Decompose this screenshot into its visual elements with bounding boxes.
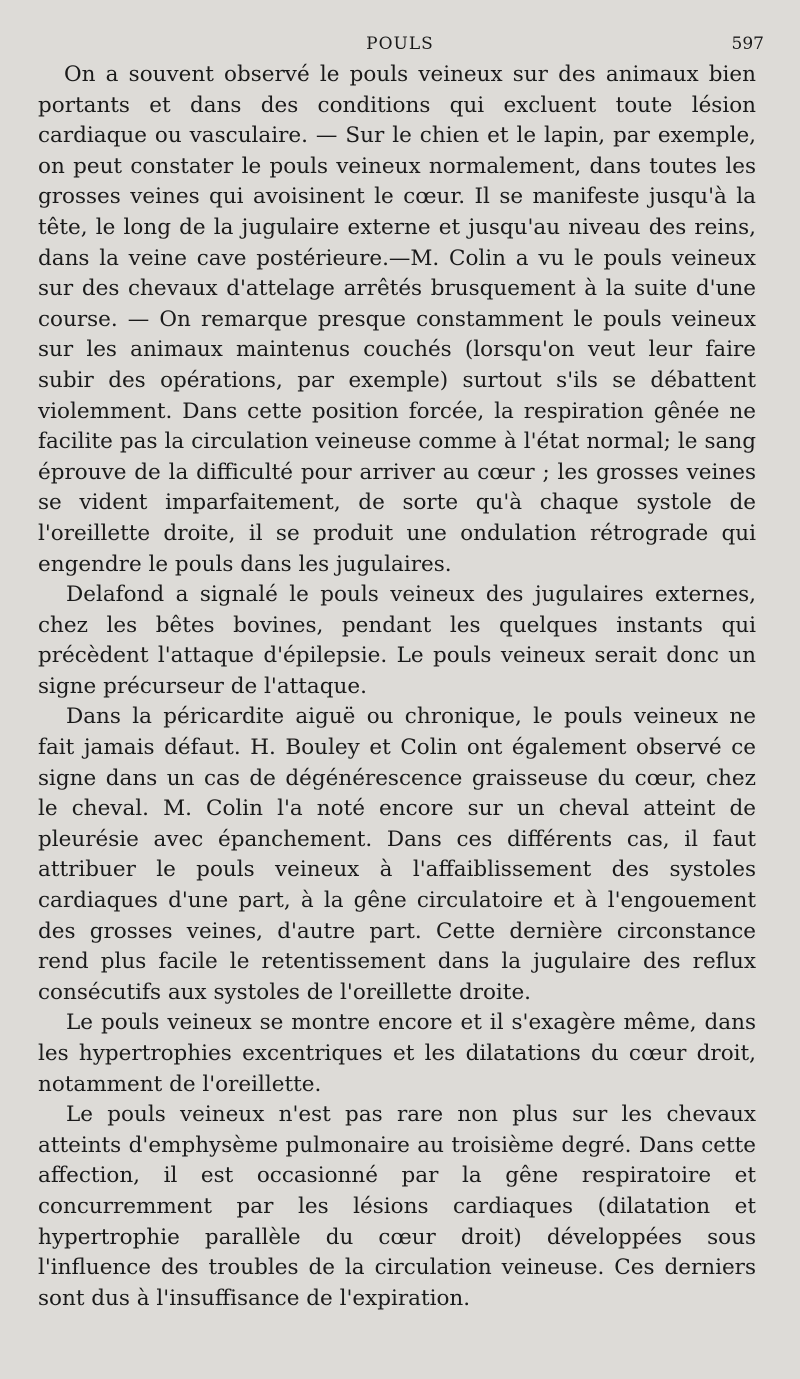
paragraph: Le pouls veineux se montre encore et il s'exagère même, dans les hypertrophies excentriques et les dilatations du cœur droit, notamment de l'oreillette. bbox=[38, 1010, 756, 1097]
running-head: POULS bbox=[366, 34, 434, 54]
paragraph: Le pouls veineux n'est pas rare non plus sur les chevaux atteints d'emphysème pulmonaire au troisième degré. Dans cette affection, il est occasionné par la gêne respiratoire et concurremment par les lésions cardiaques (dilatation et hypertrophie parallèle du cœur droit) développées sous l'influence des troubles de la circulation veineuse. Ces derniers sont dus à l'insuffisance de l'expiration. bbox=[38, 1102, 756, 1311]
paragraph: Delafond a signalé le pouls veineux des jugulaires externes, chez les bêtes bovines, pendant les quelques instants qui précèdent l'attaque d'épilepsie. Le pouls veineux serait donc un signe précurseur de l'attaque. bbox=[38, 582, 756, 699]
paragraph: Dans la péricardite aiguë ou chronique, le pouls veineux ne fait jamais défaut. H. Bouley et Colin ont également observé ce signe dans un cas de dégénérescence graisseuse du cœur, chez le cheval. M. Colin l'a noté encore sur un cheval atteint de pleurésie avec épanchement. Dans ces différents cas, il faut attribuer le pouls veineux à l'affaiblissement des systoles cardiaques d'une part, à la gêne circulatoire et à l'engouement des grosses veines, d'autre part. Cette dernière circonstance rend plus facile le retentissement dans la jugulaire des reflux consécutifs aux systoles de l'oreillette droite. bbox=[38, 704, 756, 1005]
body-text bbox=[38, 60, 756, 1314]
page-number: 597 bbox=[731, 34, 764, 54]
page-header bbox=[38, 28, 764, 60]
paragraph: On a souvent observé le pouls veineux sur des animaux bien portants et dans des conditions qui excluent toute lésion cardiaque ou vasculaire. — Sur le chien et le lapin, par exemple, on peut constater le pouls veineux normalement, dans toutes les grosses veines qui avoisinent le cœur. Il se manifeste jusqu'à la tête, le long de la jugulaire externe et jusqu'au niveau des reins, dans la veine cave postérieure.—M. Colin a vu le pouls veineux sur des chevaux d'attelage arrêtés brusquement à la suite d'une course. — On remarque presque constamment le pouls veineux sur les animaux maintenus couchés (lorsqu'on veut leur faire subir des opérations, par exemple) surtout s'ils se débattent violemment. Dans cette position forcée, la respiration gênée ne facilite pas la circulation veineuse comme à l'état normal; le sang éprouve de la difficulté pour arriver au cœur ; les grosses veines se vident imparfaitement, de sorte qu'à chaque systole de l'oreillette droite, il se produit une ondulation rétrograde qui engendre le pouls dans les jugulaires. bbox=[38, 62, 756, 577]
